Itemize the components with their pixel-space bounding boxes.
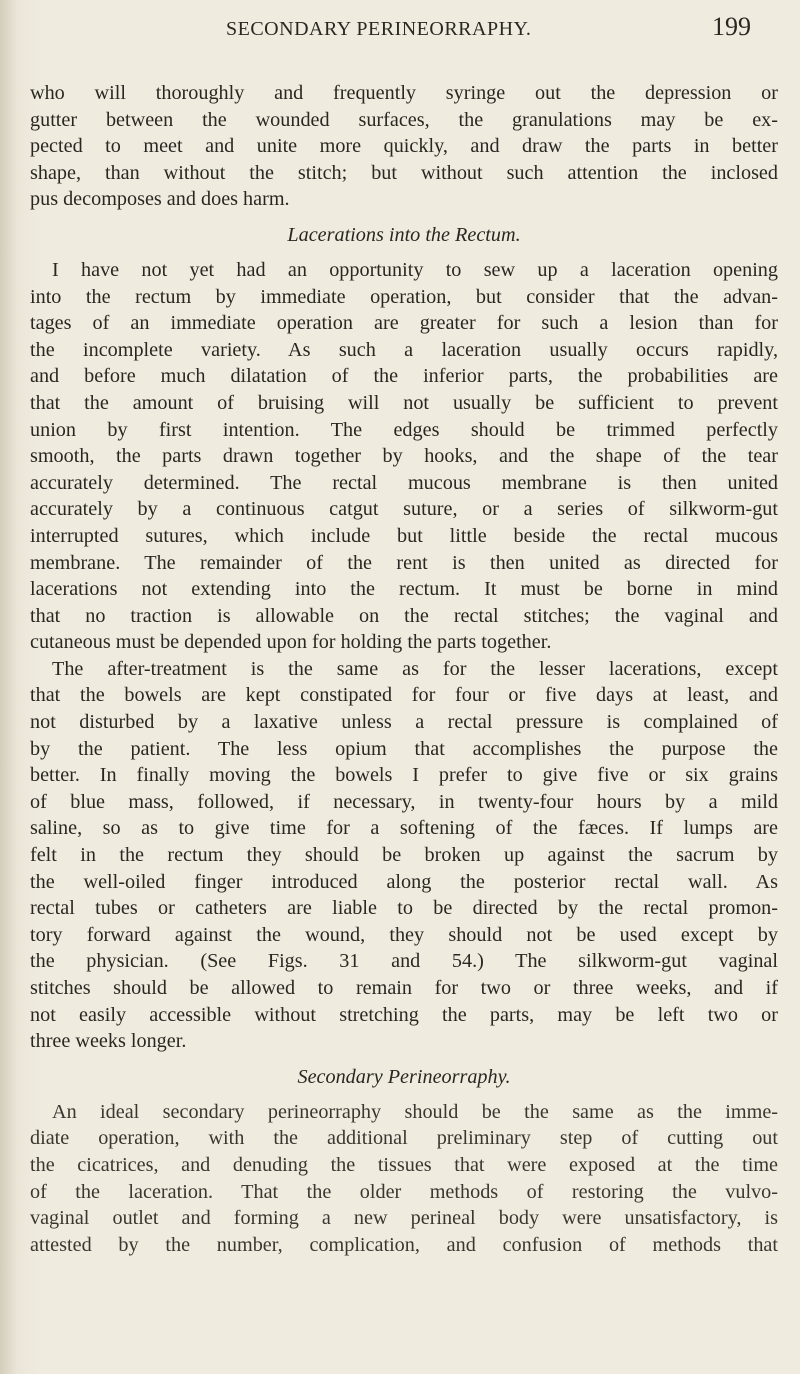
text-line: the well-oiled finger introduced along the posterior rectal wall. As: [30, 870, 778, 893]
text-line: the cicatrices, and denuding the tissues that were exposed at the time: [30, 1153, 778, 1176]
text-line: of blue mass, followed, if necessary, in twenty-four hours by a mild: [30, 790, 778, 813]
text-line: of the laceration. That the older methods of restoring the vulvo-: [30, 1180, 778, 1203]
text-line: shape, than without the stitch; but without such attention the inclosed: [30, 161, 778, 184]
text-line: attested by the number, complication, and confusion of methods that: [30, 1233, 778, 1256]
paragraph-continuation: [30, 80, 778, 213]
section-heading-secondary-perineorraphy: Secondary Perineorraphy.: [297, 1065, 511, 1088]
running-head: SECONDARY PERINEORRAPHY.: [226, 18, 532, 40]
paragraph-lacerations: [30, 257, 778, 656]
paragraph-secondary-perineorraphy: [30, 1099, 778, 1259]
text-line: An ideal secondary perineorraphy should be the same as the imme-: [52, 1100, 778, 1123]
text-line: pected to meet and unite more quickly, and draw the parts in better: [30, 135, 778, 158]
text-line: The after-treatment is the same as for the lesser lacerations, except: [52, 657, 778, 680]
text-line: cutaneous must be depended upon for holding the parts together.: [30, 631, 552, 654]
text-line: accurately determined. The rectal mucous membrane is then united: [30, 471, 778, 494]
text-line: not disturbed by a laxative unless a rectal pressure is complained of: [30, 711, 778, 734]
text-line: pus decomposes and does harm.: [30, 188, 290, 211]
text-line: who will thoroughly and frequently syringe out the depression or: [30, 82, 778, 104]
text-line: three weeks longer.: [30, 1030, 187, 1053]
text-line: that no traction is allowable on the rectal stitches; the vaginal and: [30, 604, 778, 627]
text-line: the physician. (See Figs. 31 and 54.) The silkworm-gut vaginal: [30, 950, 778, 973]
text-line: that the bowels are kept constipated for four or five days at least, and: [30, 684, 778, 707]
text-line: diate operation, with the additional preliminary step of cutting out: [30, 1127, 778, 1150]
paragraph-after-treatment: [30, 656, 778, 1055]
text-line: that the amount of bruising will not usually be sufficient to prevent: [30, 391, 778, 414]
text-line: I have not yet had an opportunity to sew up a laceration opening: [52, 258, 778, 281]
text-line: tory forward against the wound, they should not be used except by: [30, 923, 778, 946]
text-line: and before much dilatation of the inferior parts, the probabilities are: [30, 365, 778, 388]
body-text: [30, 80, 778, 1258]
text-line: vaginal outlet and forming a new perineal body were unsatisfactory, is: [30, 1207, 778, 1230]
text-line: better. In finally moving the bowels I prefer to give five or six grains: [30, 764, 778, 787]
text-line: gutter between the wounded surfaces, the granulations may be ex-: [30, 108, 778, 131]
text-line: rectal tubes or catheters are liable to be directed by the rectal promon-: [30, 897, 778, 920]
text-line: the incomplete variety. As such a laceration usually occurs rapidly,: [30, 338, 778, 361]
page-number: 199: [712, 12, 751, 41]
text-line: smooth, the parts drawn together by hooks, and the shape of the tear: [30, 445, 778, 468]
text-line: membrane. The remainder of the rent is then united as directed for: [30, 551, 778, 574]
text-line: tages of an immediate operation are greater for such a lesion than for: [30, 312, 778, 335]
text-line: felt in the rectum they should be broken up against the sacrum by: [30, 844, 778, 867]
text-line: not easily accessible without stretching the parts, may be left two or: [30, 1003, 778, 1026]
text-line: accurately by a continuous catgut suture, or a series of silkworm-gut: [30, 498, 778, 521]
text-line: lacerations not extending into the rectum. It must be borne in mind: [30, 578, 778, 601]
section-heading-lacerations: Lacerations into the Rectum.: [287, 223, 521, 246]
text-line: by the patient. The less opium that accomplishes the purpose the: [30, 737, 778, 760]
text-line: into the rectum by immediate operation, but consider that the advan-: [30, 285, 778, 308]
text-line: union by first intention. The edges should be trimmed perfectly: [30, 418, 778, 441]
text-line: interrupted sutures, which include but little beside the rectal mucous: [30, 524, 778, 547]
text-line: saline, so as to give time for a softening of the fæces. If lumps are: [30, 817, 778, 840]
text-line: stitches should be allowed to remain for two or three weeks, and if: [30, 977, 778, 999]
